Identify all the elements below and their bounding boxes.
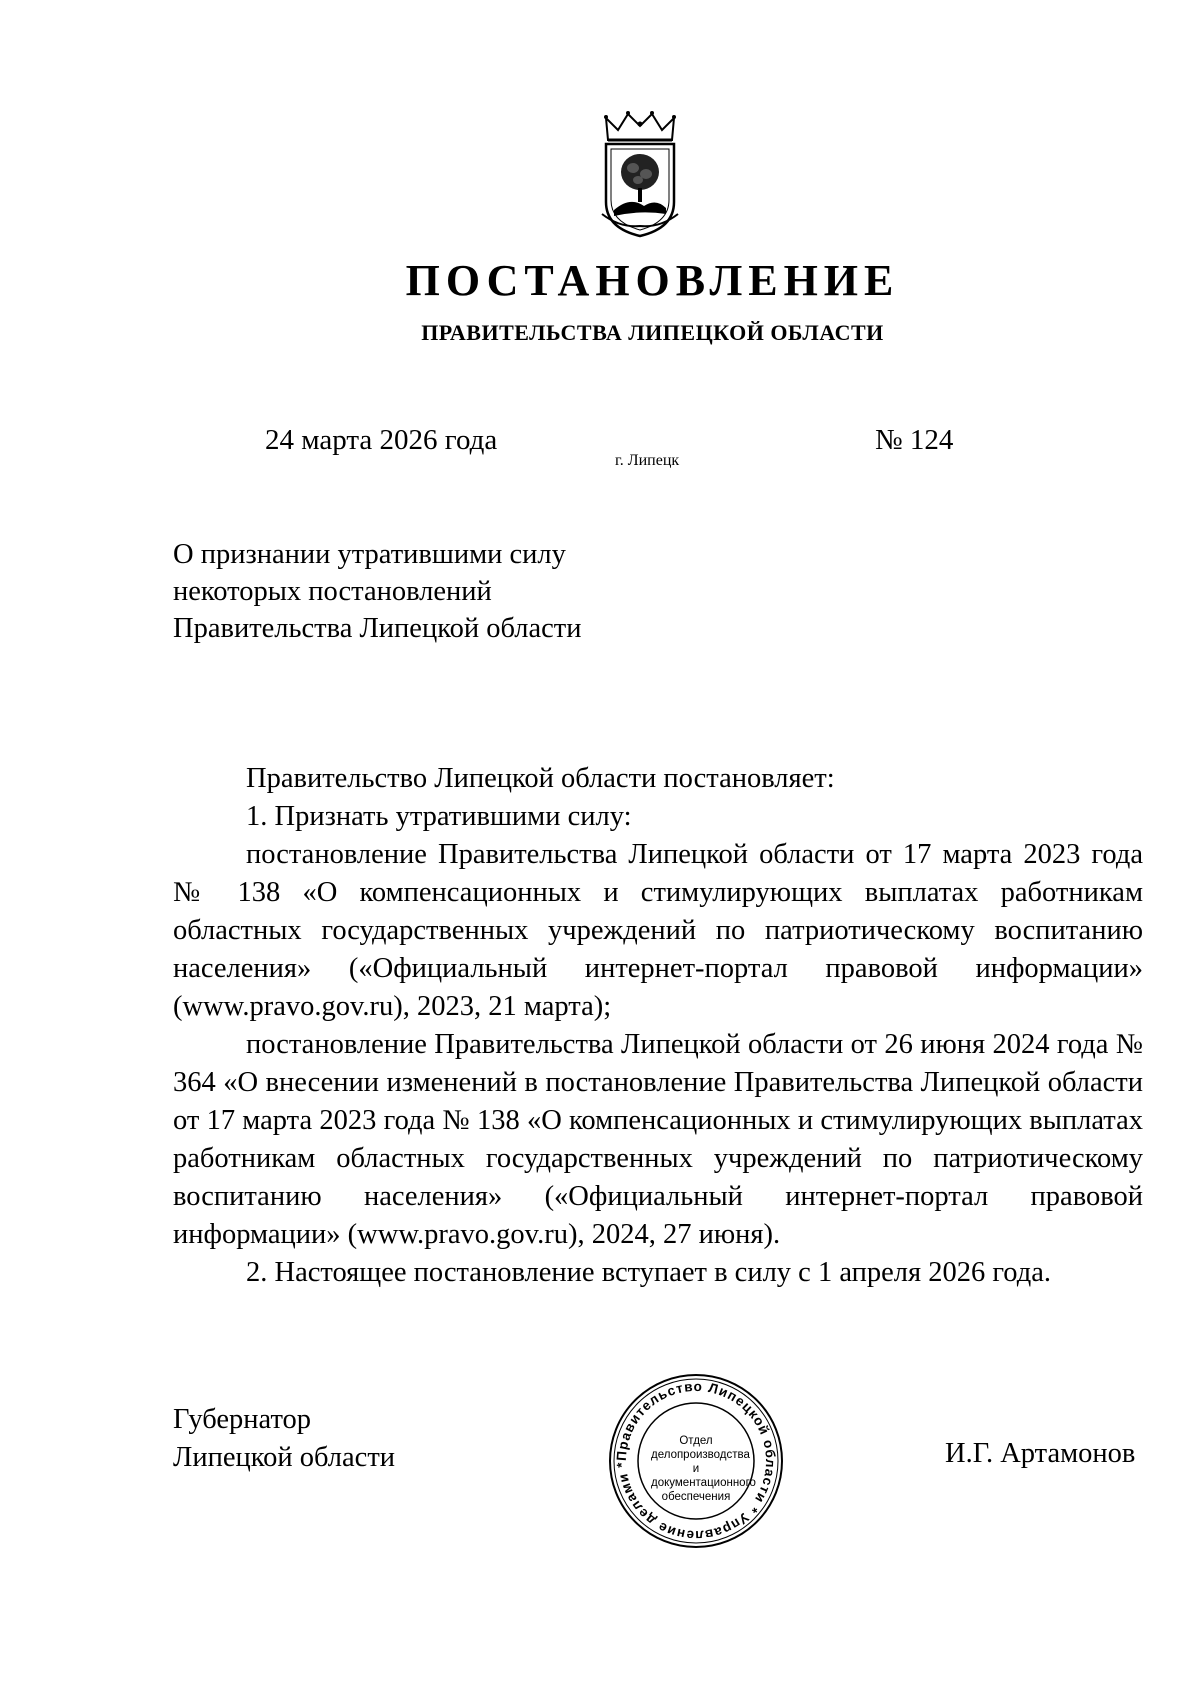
position-line: Липецкой области: [173, 1442, 396, 1473]
seal-inner-line: обеспечения: [661, 1491, 731, 1503]
body-item-1: 1. Признать утратившими силу:: [246, 801, 632, 832]
subject-line: О признании утратившими силу: [173, 539, 566, 570]
signatory-position: [173, 1401, 395, 1477]
body-intro: Правительство Липецкой области постановляет:: [246, 763, 835, 794]
document-date: 24 марта 2026 года: [265, 424, 498, 456]
position-line: Губернатор: [173, 1404, 312, 1435]
issuer-title: ПРАВИТЕЛЬСТВА ЛИПЕЦКОЙ ОБЛАСТИ: [421, 320, 884, 345]
body-paragraph-2: постановление Правительства Липецкой области от 26 июня 2024 года № 364 «О внесении изменений в постановление Правительства Липецкой области от 17 марта 2023 года № 138 «О компенсационных и стимулирующих выплатах работникам областных государственных учреждений по патриотическому воспитанию населения» («Официальный интернет-портал правовой информации» (www.pravo.gov.ru), 2024, 27 июня).: [173, 1029, 1143, 1250]
seal-inner-text: [651, 1434, 756, 1504]
signatory-name: И.Г. Артамонов: [945, 1438, 1136, 1469]
coat-of-arms-icon: [600, 110, 680, 240]
document-city: г. Липецк: [615, 452, 680, 469]
body-item-2: 2. Настоящее постановление вступает в силу с 1 апреля 2026 года.: [246, 1257, 1052, 1288]
document-number: № 124: [875, 424, 954, 456]
subject-line: некоторых постановлений: [173, 576, 492, 607]
document-body: [173, 760, 1143, 1292]
seal-inner-line: делопроизводства и: [651, 1449, 750, 1475]
body-paragraph-1: постановление Правительства Липецкой области от 17 марта 2023 года № 138 «О компенсационных и стимулирующих выплатах работникам областных государственных учреждений по патриотическому воспитанию населения» («Официальный интернет-портал правовой информации» (www.pravo.gov.ru), 2023, 21 марта);: [173, 839, 1143, 1022]
subject-line: Правительства Липецкой области: [173, 613, 582, 644]
document-type-title: ПОСТАНОВЛЕНИЕ: [405, 256, 900, 305]
seal-inner-line: документационного: [651, 1477, 756, 1489]
document-subject: [173, 536, 713, 647]
seal-ring-text: Правительство Липецкой области * Управление делами *: [613, 1378, 779, 1544]
seal-inner-line: Отдел: [679, 1435, 713, 1447]
